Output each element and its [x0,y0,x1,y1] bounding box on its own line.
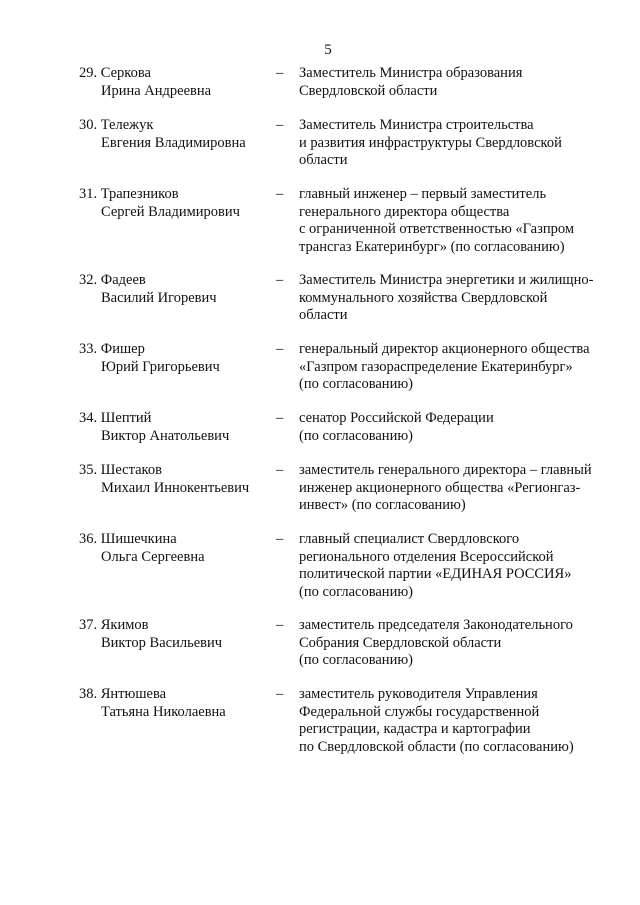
position-line: инженер акционерного общества «Регионгаз- [299,479,581,496]
position-line: Федеральной службы государственной [299,703,540,720]
list-item [0,272,640,324]
position-line: сенатор Российской Федерации [299,410,494,426]
position-line: главный специалист Свердловского [299,531,520,547]
position-line: инвест» (по согласованию) [299,497,466,514]
member-name [0,462,250,497]
position-line: области [299,152,348,169]
member-name [0,65,212,100]
position-line: Свердловской области [299,82,438,99]
position-line: (по согласованию) [299,652,413,669]
list-item [0,686,640,755]
separator-dash: – [276,117,284,133]
separator-dash: – [276,531,284,547]
position-line: генеральный директор акционерного общества [299,341,590,357]
member-name [0,531,205,566]
member-number-surname: 38. Янтюшева [79,686,167,702]
member-given-names: Юрий Григорьевич [101,358,220,375]
position-line: заместитель председателя Законодательного [299,617,573,633]
position-line: Собрания Свердловской области [299,634,502,651]
position-line: области [299,307,348,324]
member-number-surname: 31. Трапезников [79,186,179,202]
position-line: и развития инфраструктуры Свердловской [299,134,562,151]
member-position [299,272,619,325]
list-item [0,341,640,393]
member-name [0,117,246,152]
position-line: заместитель руководителя Управления [299,686,538,702]
position-line: трансгаз Екатеринбург» (по согласованию) [299,238,565,255]
list-item [0,186,640,255]
separator-dash: – [276,686,284,702]
member-position [299,617,619,670]
member-number-surname: 30. Тележук [79,117,154,133]
list-item [0,462,640,514]
position-line: коммунального хозяйства Свердловской [299,289,548,306]
member-number-surname: 36. Шишечкина [79,531,177,547]
member-name [0,341,220,376]
separator-dash: – [276,272,284,288]
position-line: регионального отделения Всероссийской [299,548,554,565]
position-line: Заместитель Министра энергетики и жилищно- [299,272,594,288]
member-number-surname: 35. Шестаков [79,462,162,478]
member-name [0,410,230,445]
list-item [0,65,640,100]
member-number-surname: 34. Шептий [79,410,152,426]
member-position [299,410,619,445]
member-given-names: Виктор Анатольевич [101,427,230,444]
position-line: с ограниченной ответственностью «Газпром [299,221,574,238]
position-line: (по согласованию) [299,427,413,444]
position-line: политической партии «ЕДИНАЯ РОССИЯ» [299,566,572,583]
page-number: 5 [324,42,332,58]
member-name [0,686,226,721]
list-item [0,410,640,445]
position-line: по Свердловской области (по согласованию) [299,738,574,755]
position-line: Заместитель Министра строительства [299,117,534,133]
member-position [299,117,619,170]
position-line: заместитель генерального директора – главный [299,462,592,478]
separator-dash: – [276,341,284,357]
separator-dash: – [276,410,284,426]
member-given-names: Ирина Андреевна [101,82,212,99]
member-position [299,65,619,100]
position-line: (по согласованию) [299,583,413,600]
member-number-surname: 33. Фишер [79,341,145,357]
member-position [299,686,619,756]
member-position [299,462,619,515]
position-line: Заместитель Министра образования [299,65,523,81]
member-given-names: Сергей Владимирович [101,203,240,220]
member-position [299,186,619,256]
member-given-names: Виктор Васильевич [101,634,223,651]
member-position [299,341,619,394]
separator-dash: – [276,617,284,633]
member-given-names: Ольга Сергеевна [101,548,205,565]
member-position [299,531,619,601]
member-given-names: Василий Игоревич [101,289,217,306]
list-item [0,531,640,600]
position-line: «Газпром газораспределение Екатеринбург» [299,358,573,375]
member-number-surname: 29. Серкова [79,65,151,81]
member-number-surname: 37. Якимов [79,617,149,633]
member-given-names: Евгения Владимировна [101,134,246,151]
separator-dash: – [276,462,284,478]
list-item [0,117,640,169]
separator-dash: – [276,65,284,81]
member-name [0,617,223,652]
member-given-names: Михаил Иннокентьевич [101,479,250,496]
position-line: (по согласованию) [299,376,413,393]
position-line: главный инженер – первый заместитель [299,186,547,202]
position-line: регистрации, кадастра и картографии [299,721,531,738]
member-name [0,272,217,307]
member-number-surname: 32. Фадеев [79,272,146,288]
member-given-names: Татьяна Николаевна [101,703,226,720]
position-line: генерального директора общества [299,203,510,220]
member-name [0,186,240,221]
list-item [0,617,640,669]
separator-dash: – [276,186,284,202]
